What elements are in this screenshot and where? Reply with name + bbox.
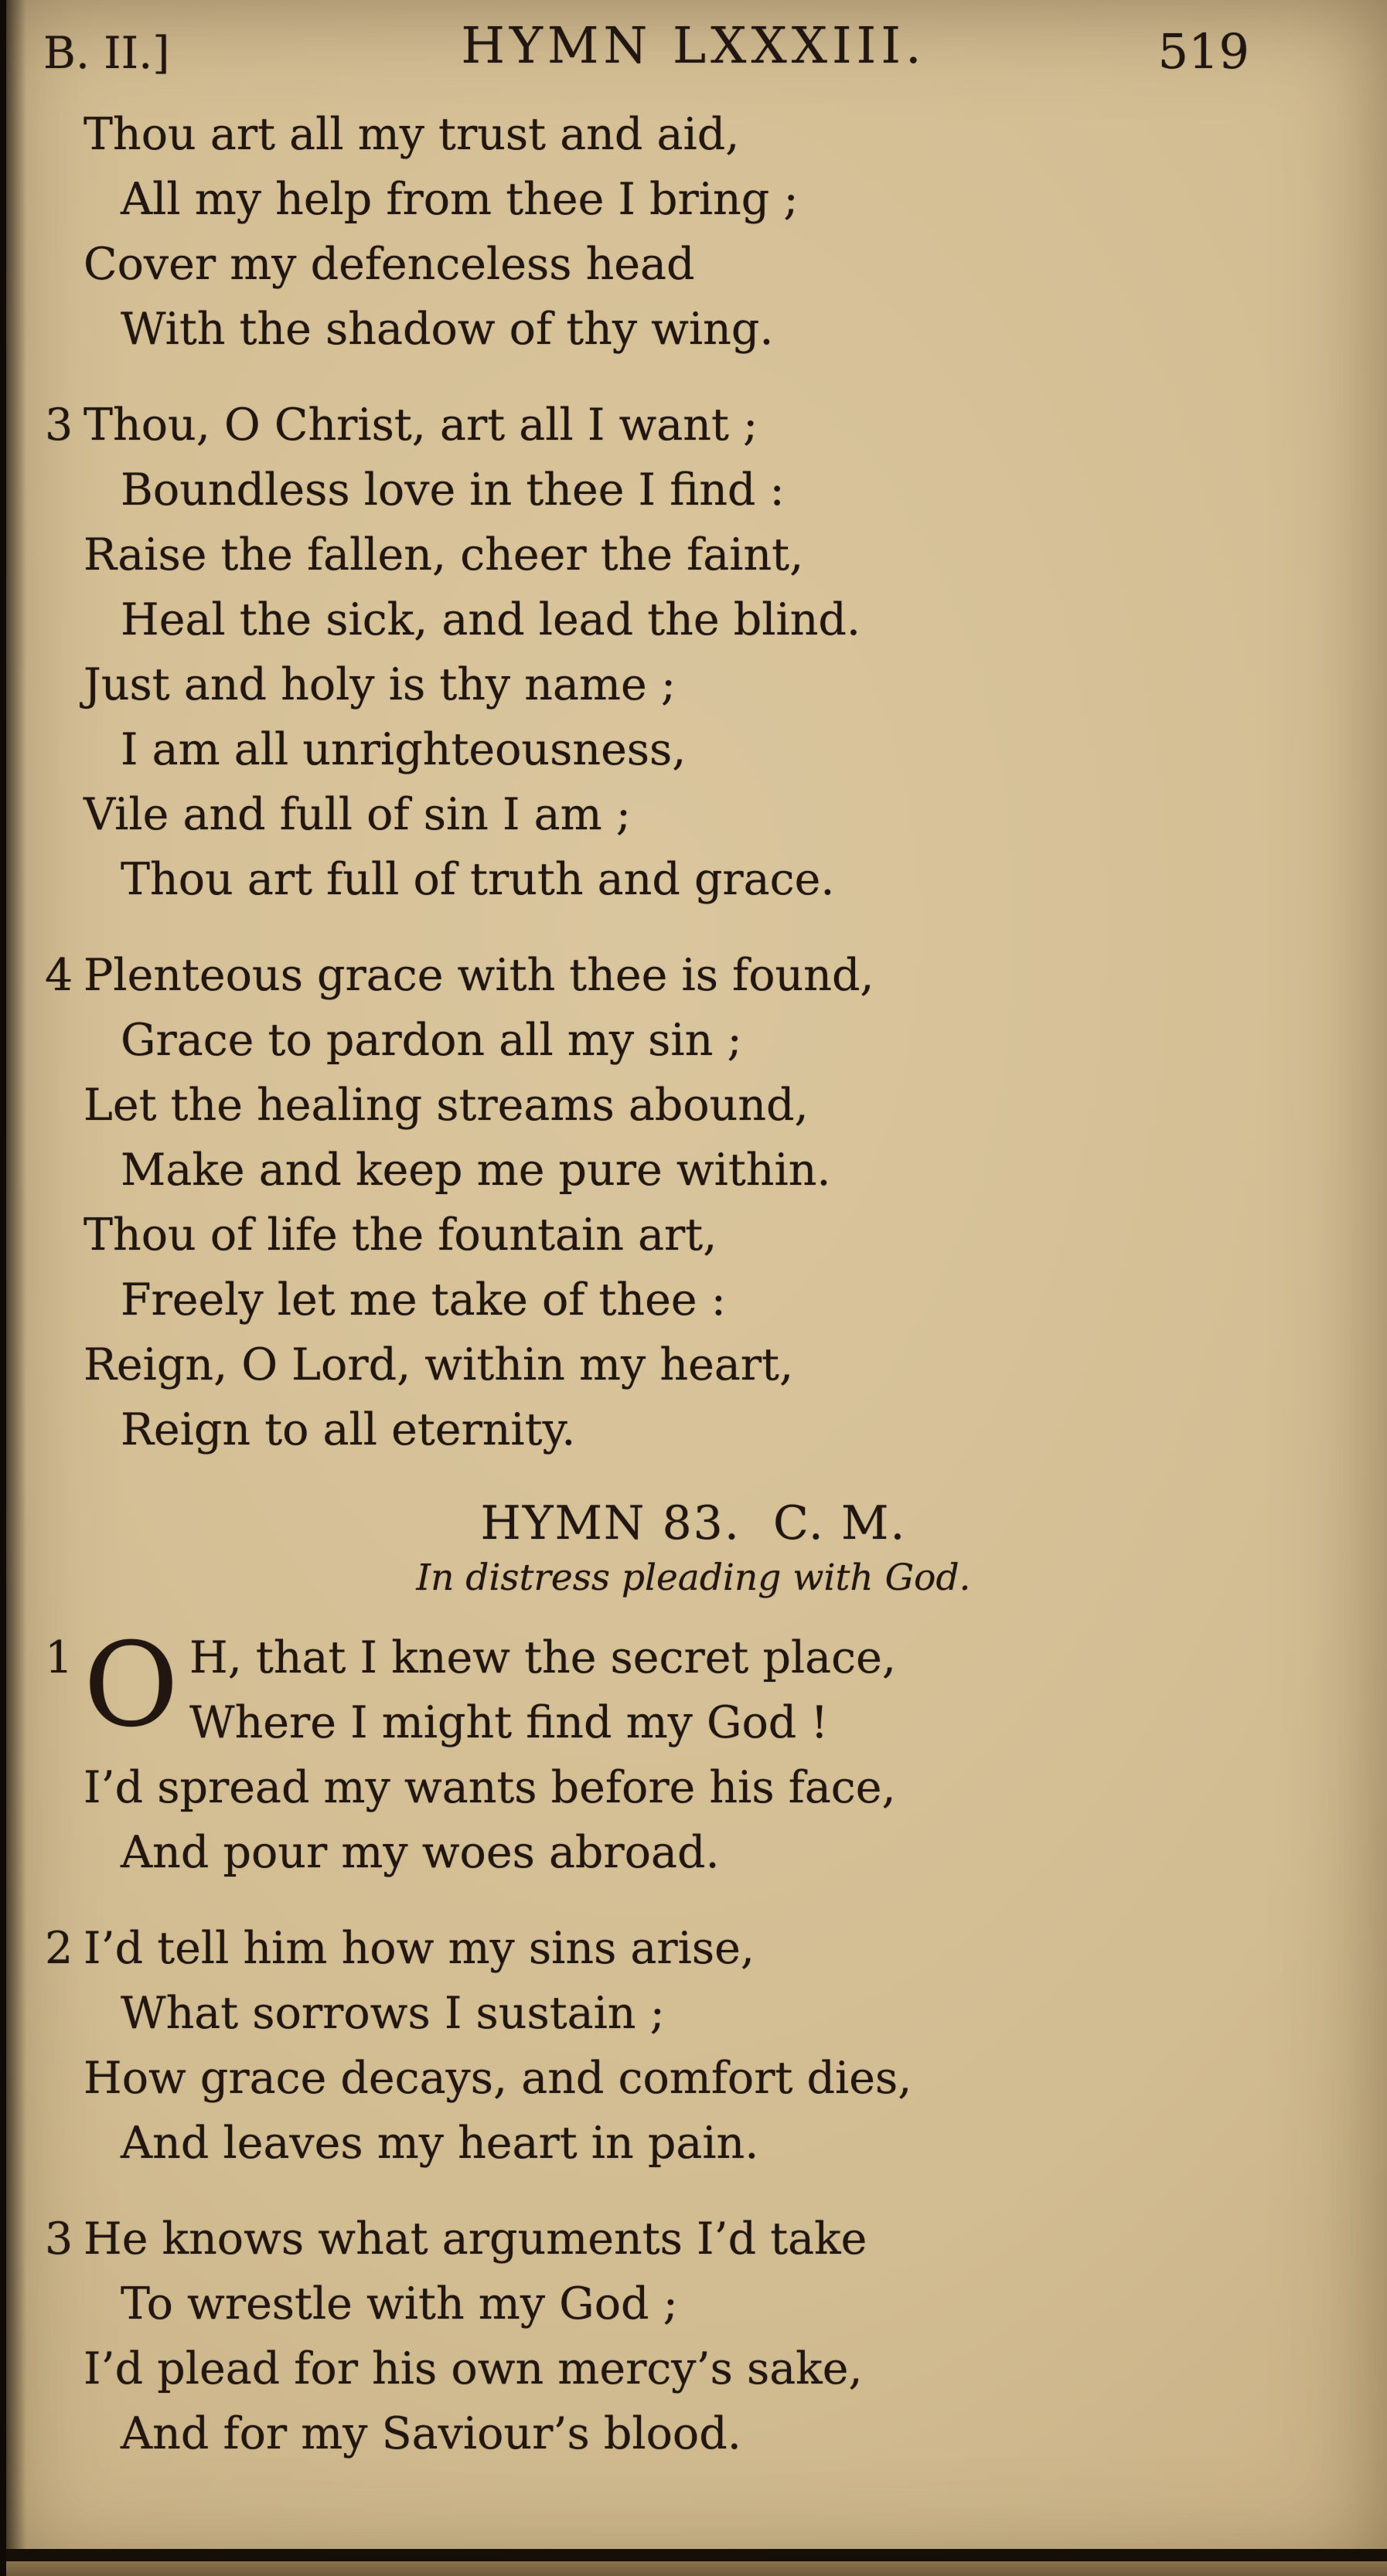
verse-line: H, that I knew the secret place, bbox=[189, 1632, 896, 1683]
bottom-rule bbox=[0, 2549, 1387, 2561]
stanza bbox=[45, 2207, 1356, 2466]
verse-line: Where I might find my God ! bbox=[189, 1697, 829, 1748]
verse-line: Thou art all my trust and aid, bbox=[83, 109, 740, 160]
verse-line: Make and keep me pure within. bbox=[121, 1145, 831, 1196]
stanza-number: 2 bbox=[45, 1923, 73, 1974]
verse-line: I’d plead for his own mercy’s sake, bbox=[83, 2343, 863, 2394]
verse-line: Reign, O Lord, within my heart, bbox=[83, 1339, 794, 1390]
binding-edge bbox=[0, 0, 6, 2576]
page-number: 519 bbox=[1157, 23, 1249, 80]
page-content bbox=[0, 90, 1387, 2466]
verse-line: Raise the fallen, cheer the faint, bbox=[83, 529, 804, 580]
stanza bbox=[45, 1618, 1356, 1885]
verse-line: All my help from thee I bring ; bbox=[121, 174, 799, 225]
hymn-subtitle: In distress pleading with God. bbox=[416, 1557, 971, 1599]
verse-line: Freely let me take of thee : bbox=[121, 1274, 726, 1325]
verse-line: Let the healing streams abound, bbox=[83, 1080, 809, 1131]
verse-line: Cover my defenceless head bbox=[83, 239, 695, 290]
drop-cap-letter: O bbox=[83, 1618, 179, 1753]
verse-line: What sorrows I sustain ; bbox=[121, 1988, 665, 2039]
verse-line: He knows what arguments I’d take bbox=[83, 2214, 867, 2265]
stanza-number: 3 bbox=[45, 2214, 73, 2265]
stanza-number: 3 bbox=[45, 400, 73, 451]
verse-line: And pour my woes abroad. bbox=[121, 1827, 720, 1878]
bottom-page-edge bbox=[0, 2561, 1387, 2576]
verse-line: Heal the sick, and lead the blind. bbox=[121, 594, 861, 645]
verse-line: Reign to all eternity. bbox=[121, 1404, 576, 1455]
verse-line: I’d spread my wants before his face, bbox=[83, 1762, 896, 1813]
verse-line: Just and holy is thy name ; bbox=[83, 659, 676, 710]
stanza bbox=[45, 943, 1356, 1462]
verse-line: Plenteous grace with thee is found, bbox=[83, 950, 874, 1001]
verse-line: Thou, O Christ, art all I want ; bbox=[83, 400, 758, 451]
verse-line: Thou of life the fountain art, bbox=[83, 1210, 717, 1261]
verse-line: I’d tell him how my sins arise, bbox=[83, 1923, 755, 1974]
book-part-label: B. II.] bbox=[43, 28, 170, 79]
verse-line: With the shadow of thy wing. bbox=[121, 304, 774, 355]
verse-line: And leaves my heart in pain. bbox=[121, 2118, 759, 2169]
stanza bbox=[83, 102, 1356, 362]
verse-line: How grace decays, and comfort dies, bbox=[83, 2053, 912, 2104]
page-header bbox=[0, 0, 1387, 90]
verse-line: Vile and full of sin I am ; bbox=[83, 789, 631, 840]
hymn-running-title: HYMN LXXXIII. bbox=[461, 17, 926, 75]
verse-line: Thou art full of truth and grace. bbox=[121, 854, 835, 905]
hymn-heading: HYMN 83. C. M. bbox=[480, 1496, 907, 1550]
stanza bbox=[45, 1916, 1356, 2176]
stanza-number: 1 bbox=[45, 1632, 73, 1683]
verse-line: And for my Saviour’s blood. bbox=[121, 2408, 741, 2459]
stanza bbox=[45, 393, 1356, 912]
verse-line: I am all unrighteousness, bbox=[121, 724, 687, 775]
verse-line: Grace to pardon all my sin ; bbox=[121, 1015, 742, 1066]
verse-line: To wrestle with my God ; bbox=[121, 2278, 678, 2329]
verse-line: Boundless love in thee I find : bbox=[121, 464, 785, 516]
stanza-number: 4 bbox=[45, 950, 73, 1001]
